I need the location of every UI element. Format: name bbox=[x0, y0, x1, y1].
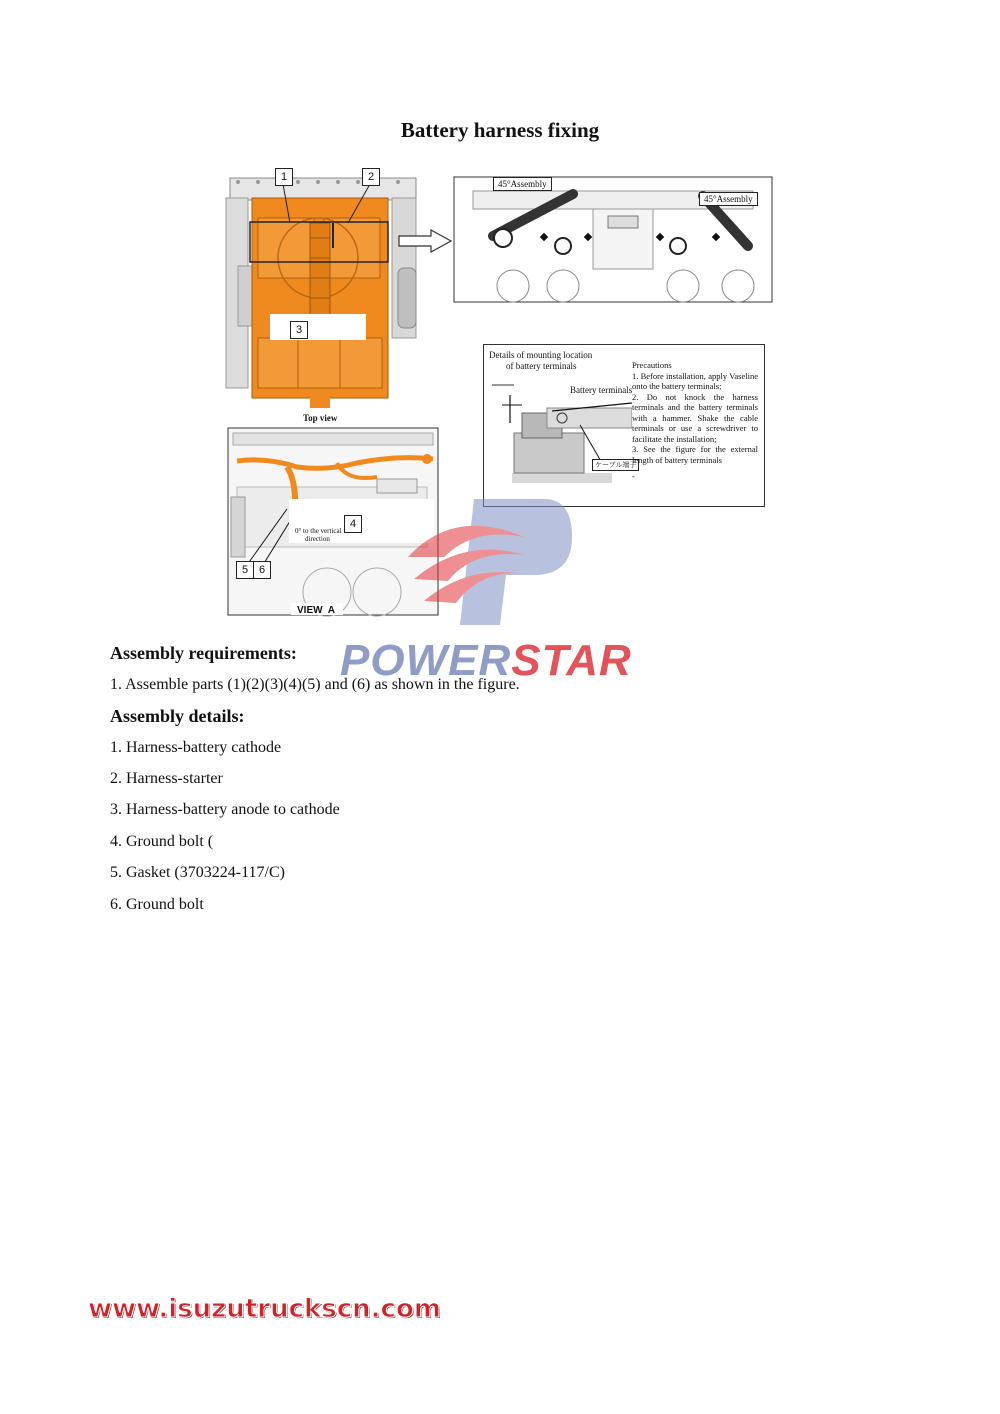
cable-terminal-jp-label: ケーブル端子 bbox=[592, 459, 639, 471]
precautions-text bbox=[632, 360, 758, 482]
assembly-detail-figure bbox=[453, 176, 775, 304]
assembly-details-heading: Assembly details: bbox=[110, 706, 245, 726]
view-a-label: VIEW A bbox=[297, 605, 335, 616]
details-title-2: of battery terminals bbox=[506, 361, 577, 371]
watermark-star: STAR bbox=[511, 636, 632, 685]
precaution-3: 3. See the figure for the external length of battery terminals bbox=[632, 444, 758, 465]
powerstar-logo-icon bbox=[404, 497, 574, 632]
precaution-1: 1. Before installation, apply Vaseline onto the battery terminals; bbox=[632, 370, 758, 391]
assembly-left-label: 45°Assembly bbox=[493, 177, 552, 191]
precaution-dash: - bbox=[632, 471, 635, 481]
precautions-title: Precautions bbox=[632, 360, 672, 370]
page-title: Battery harness fixing bbox=[400, 118, 600, 142]
detail-item-2: 2. Harness-starter bbox=[110, 770, 223, 787]
callout-2: 2 bbox=[362, 168, 380, 186]
detail-item-1: 1. Harness-battery cathode bbox=[110, 739, 282, 756]
callout-6: 6 bbox=[253, 561, 271, 579]
top-view-label: Top view bbox=[303, 413, 338, 423]
battery-terminals-label: Battery terminals bbox=[570, 385, 633, 395]
callout-5: 5 bbox=[236, 561, 254, 579]
vertical-note-2: direction bbox=[305, 535, 330, 543]
callout-4: 4 bbox=[344, 515, 362, 533]
top-view-figure bbox=[218, 168, 418, 423]
precaution-2: 2. Do not knock the harness terminals and the battery terminals with a hammer. Shake the cable terminals or use a screwdriver to facilitate the installation; bbox=[632, 391, 758, 444]
footer-url-link[interactable]: www.isuzutruckscn.com bbox=[88, 1294, 441, 1324]
assembly-right-label: 45°Assembly bbox=[699, 192, 758, 206]
details-title-1: Details of mounting location bbox=[489, 350, 593, 360]
detail-item-6: 6. Ground bolt bbox=[110, 896, 204, 913]
callout-1: 1 bbox=[275, 168, 293, 186]
detail-item-5: 5. Gasket (3703224-117/C) bbox=[110, 864, 285, 881]
arrow-icon bbox=[397, 228, 453, 259]
detail-item-4: 4. Ground bolt ( bbox=[110, 833, 214, 850]
vertical-note-1: 0° to the vertical bbox=[295, 527, 342, 535]
callout-3: 3 bbox=[290, 321, 308, 339]
assembly-requirements-heading: Assembly requirements: bbox=[110, 643, 297, 663]
requirement-item: 1. Assemble parts (1)(2)(3)(4)(5) and (6) as shown in the figure. bbox=[110, 676, 520, 693]
detail-item-3: 3. Harness-battery anode to cathode bbox=[110, 801, 340, 818]
watermark-power: POWER bbox=[340, 636, 512, 685]
